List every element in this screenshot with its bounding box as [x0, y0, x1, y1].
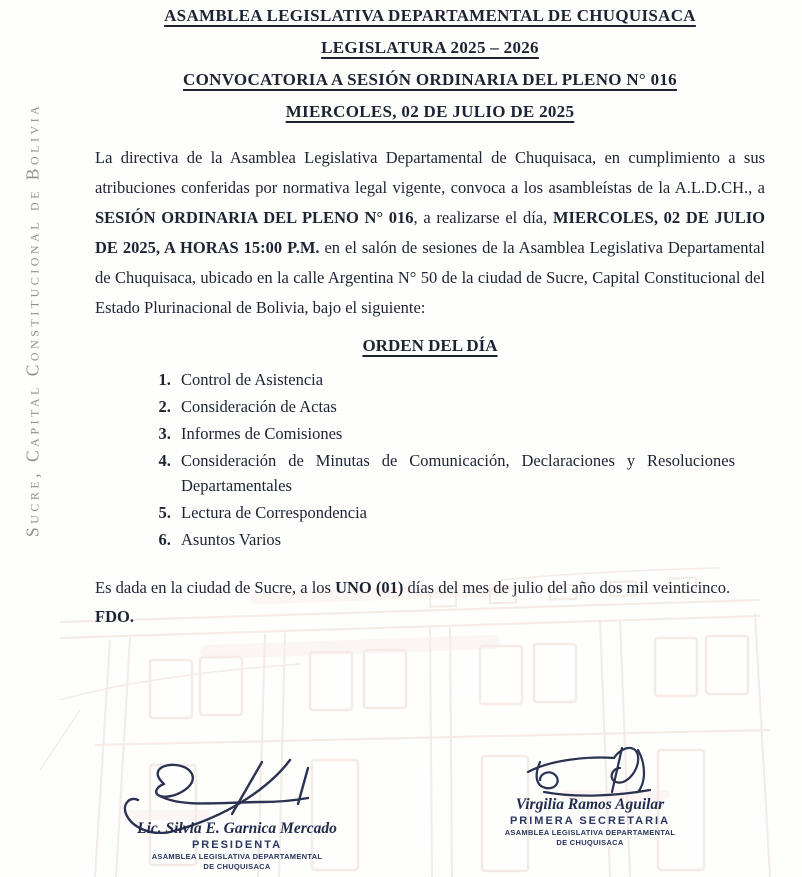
intro-paragraph — [95, 143, 765, 323]
title-line-3 — [95, 70, 765, 90]
orden-del-dia-heading — [95, 336, 765, 356]
presidenta-org-line-1: ASAMBLEA LEGISLATIVA DEPARTAMENTAL — [151, 852, 323, 861]
closing-segment-3: días del mes de julio del año dos mil veinticinco. — [403, 578, 731, 597]
secretaria-org-line-1: ASAMBLEA LEGISLATIVA DEPARTAMENTAL — [504, 828, 676, 837]
presidenta-org-line-2: DE CHUQUISACA — [203, 862, 271, 871]
presidenta-title: PRESIDENTA — [191, 839, 283, 851]
orden-item-3: 3. Informes de Comisiones — [175, 421, 735, 446]
intro-segment-3: , a realizarse el día, — [413, 208, 553, 227]
orden-item-6: 6. Asuntos Varios — [175, 527, 735, 552]
orden-item-2: 2. Consideración de Actas — [175, 394, 735, 419]
fdo-label: FDO. — [95, 607, 134, 626]
signature-block-secretaria — [466, 742, 714, 847]
side-caption: Sucre, Capital Constitucional de Bolivia — [22, 102, 43, 537]
title-line-1-text: ASAMBLEA LEGISLATIVA DEPARTAMENTAL DE CHUQUISACA — [164, 6, 696, 25]
orden-list — [155, 367, 735, 552]
title-line-4-text: MIERCOLES, 02 DE JULIO DE 2025 — [285, 102, 575, 121]
closing-segment-2-bold: UNO (01) — [335, 578, 404, 597]
signature-scribble-right-icon — [510, 742, 670, 804]
intro-segment-4-bold: MIERCOLES, 02 DE JULIO DE 2025, A HORAS 15:00 P.M. — [95, 208, 765, 257]
title-line-2 — [95, 38, 765, 58]
closing-segment-1: Es dada en la ciudad de Sucre, a los — [95, 578, 336, 597]
orden-item-5: 5. Lectura de Correspondencia — [175, 500, 735, 525]
secretaria-name: Virgilia Ramos Aguilar — [515, 796, 665, 813]
orden-item-1: 1. Control de Asistencia — [175, 367, 735, 392]
presidenta-name: Lic. Silvia E. Garnica Mercado — [137, 820, 337, 837]
title-line-2-text: LEGISLATURA 2025 – 2026 — [321, 38, 539, 57]
signature-block-presidenta — [82, 756, 392, 871]
document-content — [95, 0, 765, 631]
title-line-3-text: CONVOCATORIA A SESIÓN ORDINARIA DEL PLENO N° 016 — [183, 70, 677, 89]
orden-del-dia-text: ORDEN DEL DÍA — [362, 336, 498, 355]
secretaria-title: PRIMERA SECRETARIA — [509, 815, 671, 827]
intro-segment-5: en el salón de sesiones de la Asamblea Legislativa Departamental de Chuquisaca, ubicado en la calle Argentina N° 50 de la ciudad de Sucre, Capital Constitucional del Estado Plurinacional de Bolivia, bajo el siguiente: — [95, 238, 765, 317]
secretaria-org-line-2: DE CHUQUISACA — [556, 838, 624, 847]
closing-paragraph — [95, 573, 765, 603]
title-line-4 — [95, 102, 765, 122]
intro-segment-1: La directiva de la Asamblea Legislativa Departamental de Chuquisaca, en cumplimiento a sus atribuciones conferidas por normativa legal vigente, convoca a los asambleístas de la A.L.D.CH., a — [95, 148, 765, 197]
orden-item-4: 4. Consideración de Minutas de Comunicación, Declaraciones y Resoluciones Departamentales — [175, 448, 735, 498]
intro-segment-2-bold: SESIÓN ORDINARIA DEL PLENO N° 016 — [95, 208, 414, 227]
title-line-1 — [95, 6, 765, 26]
